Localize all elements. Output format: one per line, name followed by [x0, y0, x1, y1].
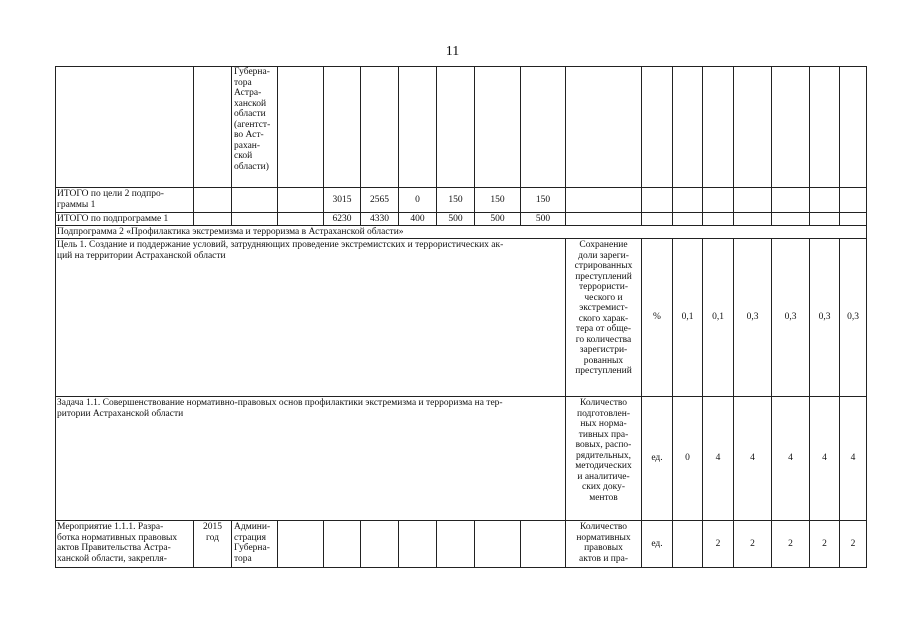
measure111-value: 2 [772, 521, 810, 568]
measure111-value [673, 521, 703, 568]
itogo-sub1-year [194, 213, 232, 226]
goal1-value: 0,3 [772, 239, 810, 397]
itogo-goal2-empty [840, 188, 867, 213]
itogo-goal2-value: 150 [475, 188, 521, 213]
measure111-value: 2 [810, 521, 840, 568]
measure111-responsible: Админи- страция Губерна- тора [232, 521, 278, 568]
itogo-sub1-value: 500 [521, 213, 566, 226]
row1-empty-5 [437, 66, 475, 188]
itogo-sub1-value: 400 [399, 213, 437, 226]
measure111-unit: ед. [642, 521, 673, 568]
itogo-goal2-empty [810, 188, 840, 213]
itogo-sub1-resp [232, 213, 278, 226]
row1-empty-15 [840, 66, 867, 188]
itogo-sub1-label: ИТОГО по подпрограмме 1 [55, 213, 194, 226]
row1-empty-14 [810, 66, 840, 188]
row1-empty-1 [278, 66, 324, 188]
row1-empty-8 [566, 66, 642, 188]
goal1-value: 0,3 [840, 239, 867, 397]
itogo-sub1-value: 4330 [361, 213, 399, 226]
page-number: 11 [445, 44, 460, 59]
task11-value: 0 [673, 397, 703, 521]
row1-year-cell [194, 66, 232, 188]
goal1-value: 0,3 [734, 239, 772, 397]
row1-empty-2 [324, 66, 361, 188]
itogo-goal2-label: ИТОГО по цели 2 подпро- граммы 1 [55, 188, 194, 213]
itogo-goal2-value: 3015 [324, 188, 361, 213]
row1-measure-cell [55, 66, 194, 188]
measure111-value: 2 [734, 521, 772, 568]
itogo-goal2-empty [566, 188, 642, 213]
measure111-empty [324, 521, 361, 568]
itogo-sub1-empty [642, 213, 673, 226]
task11-value: 4 [840, 397, 867, 521]
goal1-value: 0,3 [810, 239, 840, 397]
goal1-value: 0,1 [673, 239, 703, 397]
measure111-empty [521, 521, 566, 568]
measure111-year: 2015 год [194, 521, 232, 568]
task11-text: Задача 1.1. Совершенствование нормативно-правовых основ профилактики экстремизма и терроризма на тер- ритории Астраханской области [55, 397, 566, 521]
itogo-sub1-empty [772, 213, 810, 226]
measure111-value: 2 [840, 521, 867, 568]
task11-value: 4 [810, 397, 840, 521]
itogo-goal2-empty [734, 188, 772, 213]
measure111-indicator: Количество нормативных правовых актов и пра- [566, 521, 642, 568]
row1-empty-3 [361, 66, 399, 188]
itogo-goal2-empty [772, 188, 810, 213]
task11-unit: ед. [642, 397, 673, 521]
task11-value: 4 [772, 397, 810, 521]
goal1-unit: % [642, 239, 673, 397]
itogo-sub1-src [278, 213, 324, 226]
row1-empty-10 [673, 66, 703, 188]
row1-empty-11 [703, 66, 734, 188]
goal1-text: Цель 1. Создание и поддержание условий, затрудняющих проведение экстремистских и террористических ак- ций на территории Астраханской области [55, 239, 566, 397]
goal1-value: 0,1 [703, 239, 734, 397]
subprogram2-title: Подпрограмма 2 «Профилактика экстремизма и терроризма в Астраханской области» [55, 226, 867, 239]
itogo-sub1-empty [810, 213, 840, 226]
measure111-empty [437, 521, 475, 568]
itogo-goal2-value: 150 [521, 188, 566, 213]
task11-value: 4 [734, 397, 772, 521]
goal1-indicator: Сохранение доли зареги- стрированных преступлений террористи- ческого и экстремист- ского харак- тера от обще- го количества зарегистри- рованных преступлений [566, 239, 642, 397]
row1-empty-4 [399, 66, 437, 188]
task11-indicator: Количество подготовлен- ных норма- тивных пра- вовых, распо- рядительных, методических и аналитиче- ских доку- ментов [566, 397, 642, 521]
itogo-goal2-empty [642, 188, 673, 213]
measure111-empty [278, 521, 324, 568]
itogo-sub1-empty [840, 213, 867, 226]
itogo-goal2-value: 0 [399, 188, 437, 213]
measure111-empty [399, 521, 437, 568]
measure111-empty [475, 521, 521, 568]
measure111-value: 2 [703, 521, 734, 568]
itogo-goal2-value: 2565 [361, 188, 399, 213]
itogo-sub1-empty [673, 213, 703, 226]
row1-empty-13 [772, 66, 810, 188]
itogo-sub1-empty [566, 213, 642, 226]
task11-value: 4 [703, 397, 734, 521]
row1-empty-12 [734, 66, 772, 188]
itogo-goal2-src [278, 188, 324, 213]
row1-empty-7 [521, 66, 566, 188]
measure111-empty [361, 521, 399, 568]
itogo-sub1-value: 6230 [324, 213, 361, 226]
itogo-sub1-value: 500 [475, 213, 521, 226]
itogo-sub1-empty [734, 213, 772, 226]
row1-empty-9 [642, 66, 673, 188]
itogo-goal2-empty [703, 188, 734, 213]
itogo-sub1-value: 500 [437, 213, 475, 226]
program-table [55, 66, 867, 568]
itogo-goal2-empty [673, 188, 703, 213]
itogo-goal2-value: 150 [437, 188, 475, 213]
itogo-goal2-resp [232, 188, 278, 213]
row1-responsible-cell: Губерна- тора Астра- ханской области (агентст- во Аст- рахан- ской области) [232, 66, 278, 188]
row1-empty-6 [475, 66, 521, 188]
itogo-goal2-year [194, 188, 232, 213]
measure111-text: Мероприятие 1.1.1. Разра- ботка нормативных правовых актов Правительства Астра- ханской области, закрепля- [55, 521, 194, 568]
itogo-sub1-empty [703, 213, 734, 226]
